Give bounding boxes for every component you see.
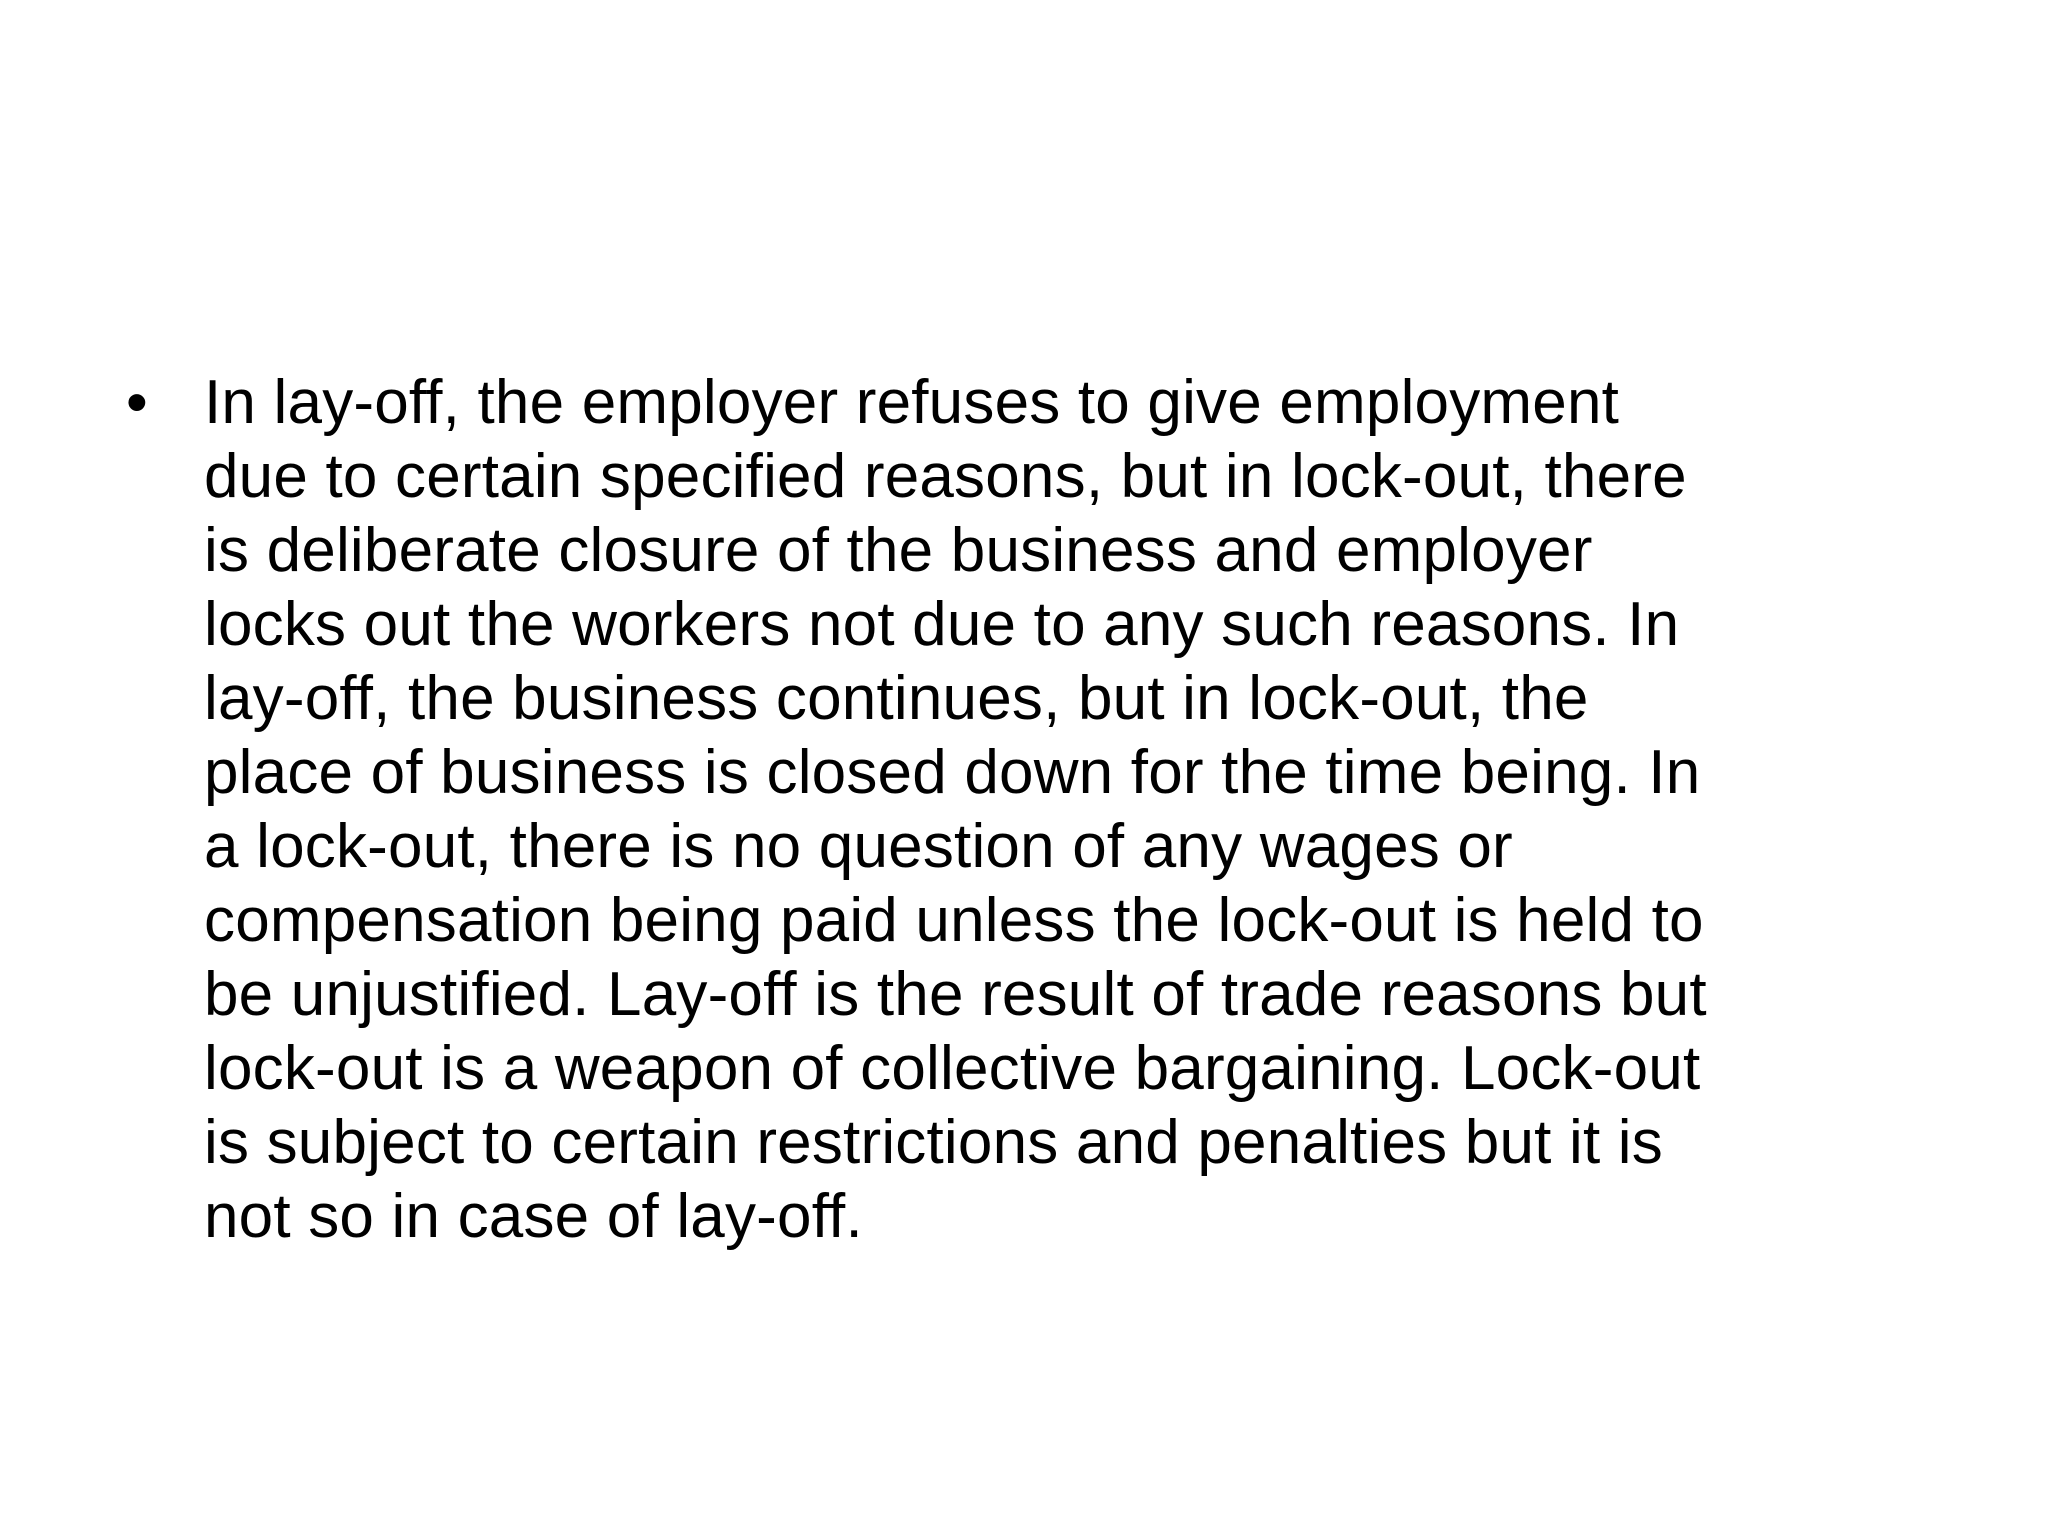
paragraph-line: is deliberate closure of the business and employer [204, 516, 1593, 585]
paragraph-line: place of business is closed down for the time being. In [204, 738, 1701, 807]
paragraph-line: locks out the workers not due to any such reasons. In [204, 590, 1680, 659]
bullet-list [118, 366, 1958, 1254]
paragraph-line: is subject to certain restrictions and penalties but it is [204, 1108, 1663, 1177]
paragraph-line: a lock-out, there is no question of any wages or [204, 812, 1513, 881]
bullet-item [118, 366, 1958, 1254]
paragraph-line: compensation being paid unless the lock-out is held to [204, 886, 1704, 955]
paragraph-line: In lay-off, the employer refuses to give employment [204, 368, 1620, 437]
bullet-marker-icon: • [126, 368, 148, 437]
paragraph-line: lock-out is a weapon of collective bargaining. Lock-out [204, 1034, 1701, 1103]
paragraph-line: lay-off, the business continues, but in lock-out, the [204, 664, 1589, 733]
paragraph-line: not so in case of lay-off. [204, 1182, 863, 1251]
paragraph-line: be unjustified. Lay-off is the result of trade reasons but [204, 960, 1707, 1029]
paragraph-line: due to certain specified reasons, but in lock-out, there [204, 442, 1687, 511]
slide-content [118, 366, 1958, 1254]
